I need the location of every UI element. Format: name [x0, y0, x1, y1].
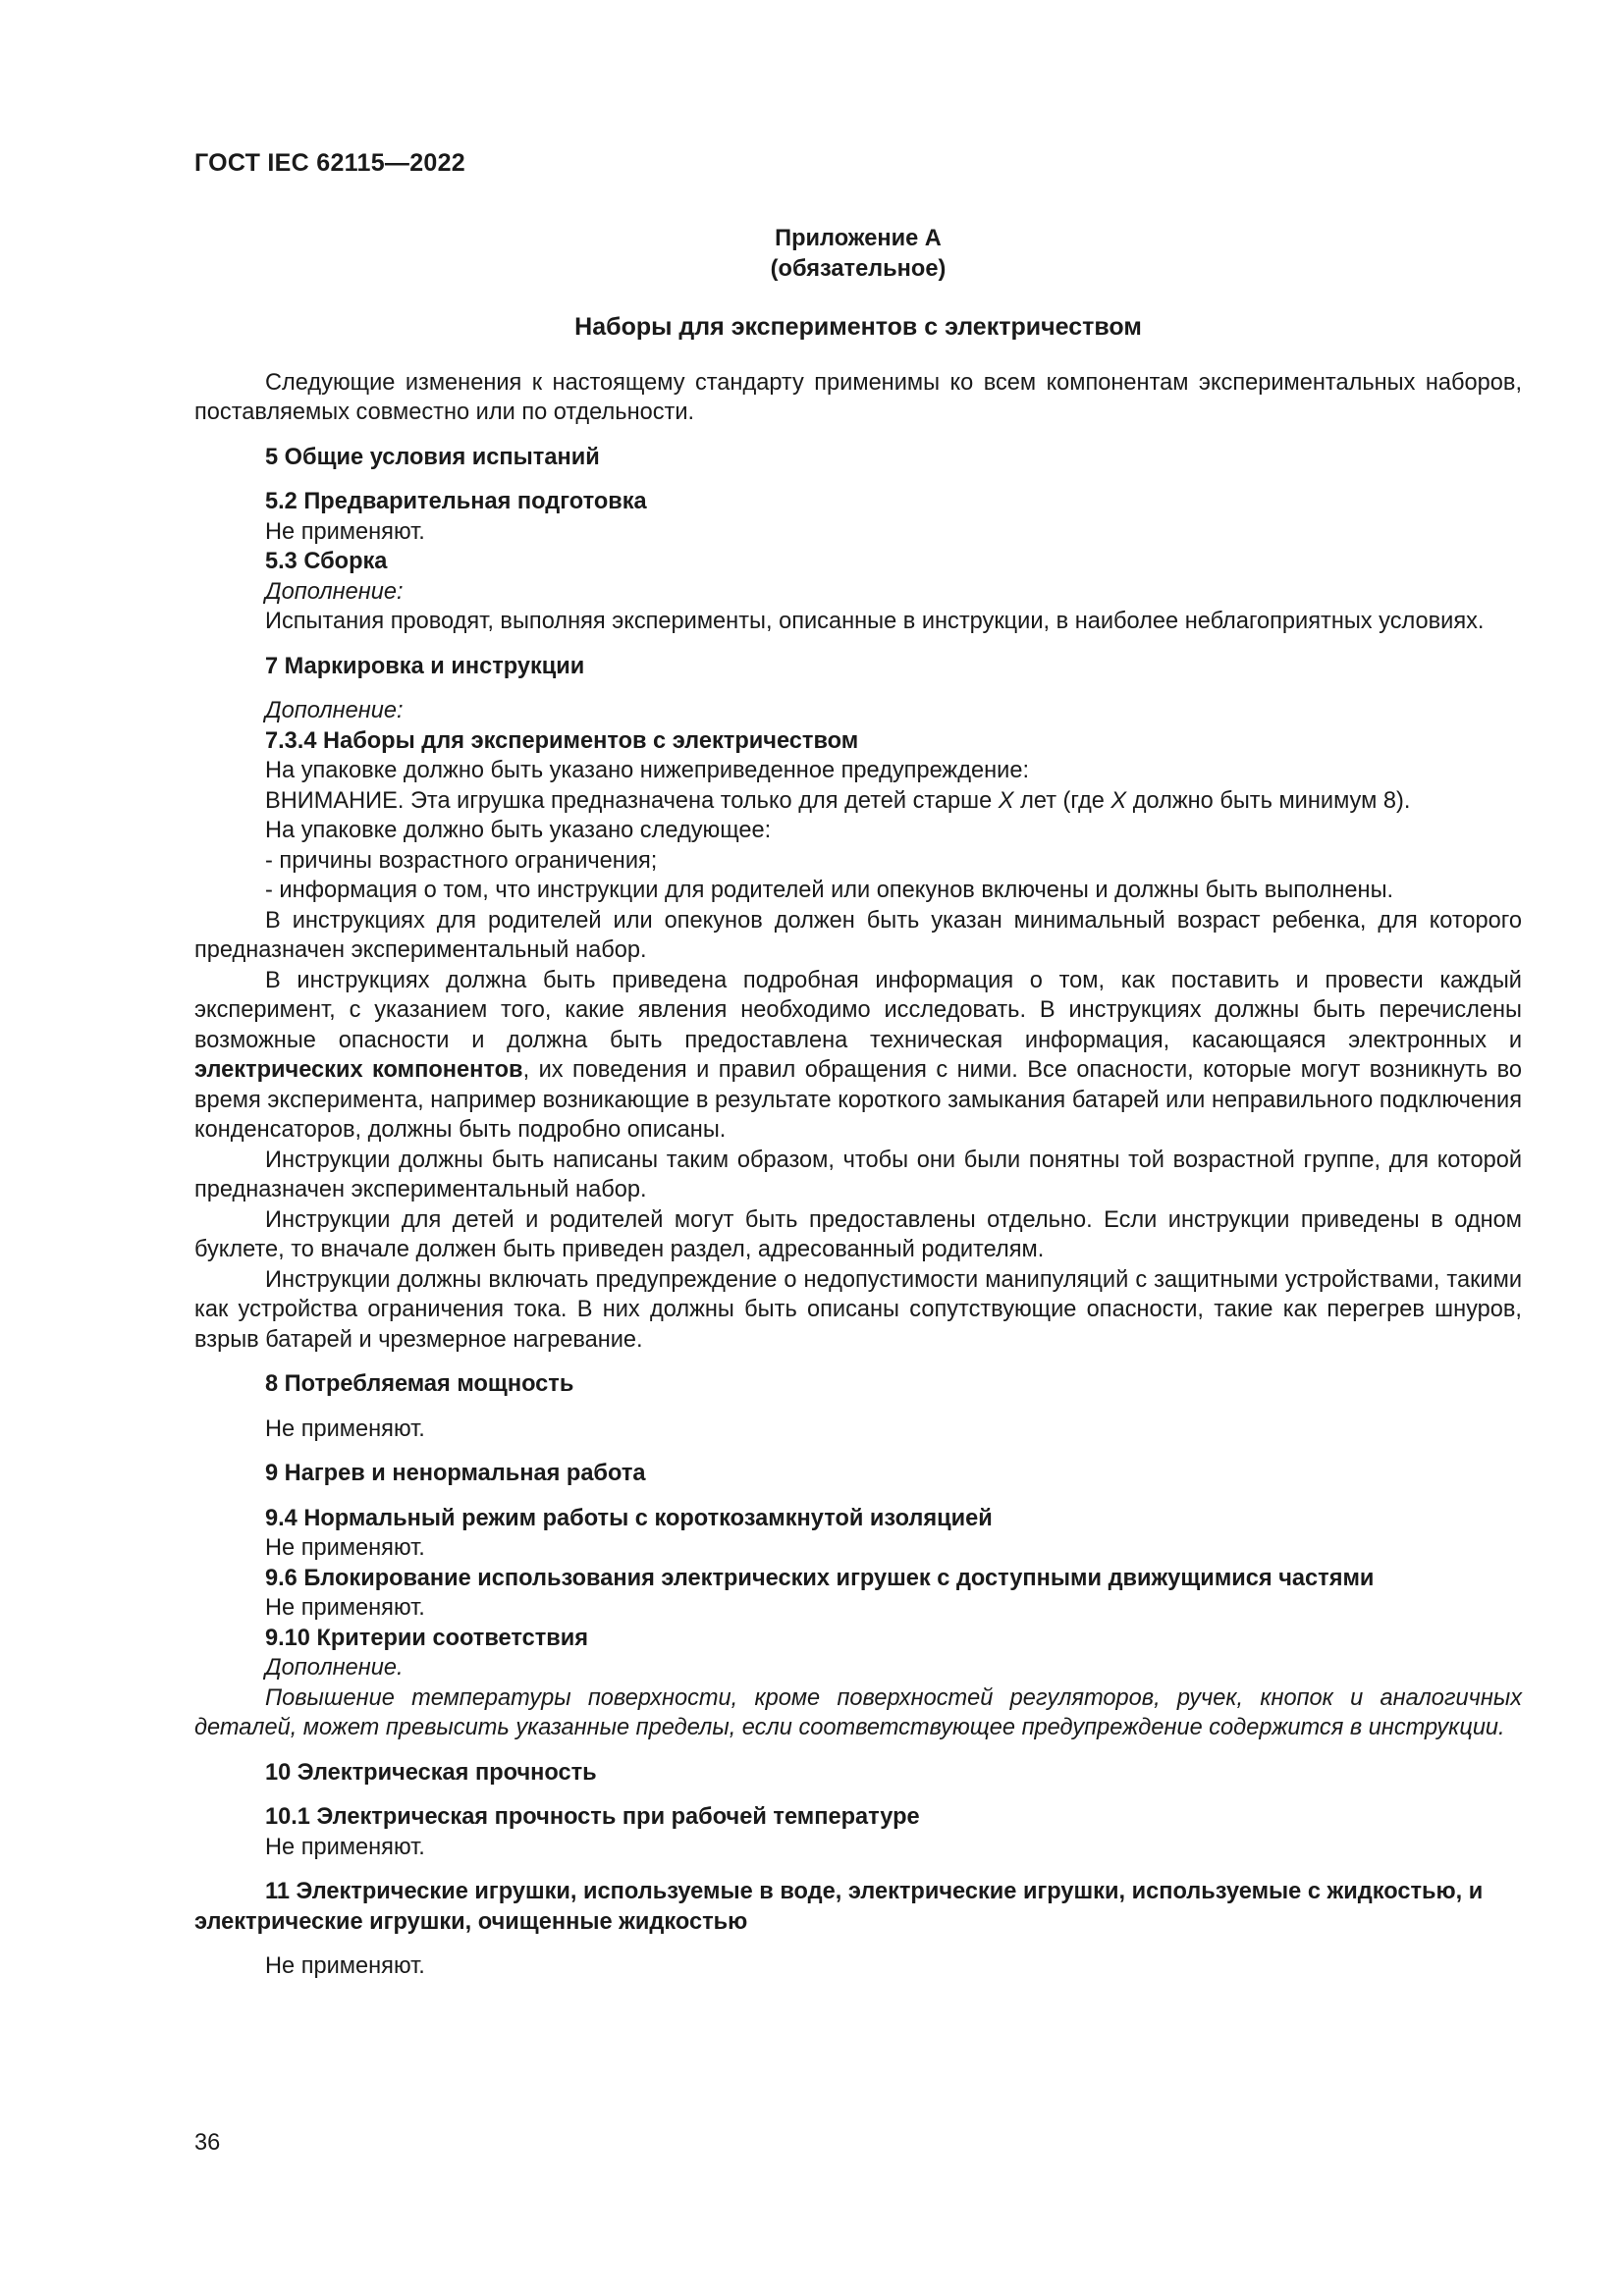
section-7-heading: 7 Маркировка и инструкции [265, 653, 585, 679]
document-code: ГОСТ IEC 62115—2022 [194, 149, 466, 177]
section-8-heading: 8 Потребляемая мощность [265, 1371, 574, 1397]
section-9-6-heading: 9.6 Блокирование использования электрических игрушек с доступными движущимися частями [265, 1565, 1375, 1591]
section-10-heading: 10 Электрическая прочность [265, 1759, 597, 1786]
warning-text [194, 786, 1522, 817]
section-9-10-text: Повышение температуры поверхности, кроме поверхностей регуляторов, ручек, кнопок и аналогичных деталей, может превысить указанные пределы, если соответствующее предупреждение содержится в инструкции. [194, 1684, 1522, 1740]
section-7-addition: Дополнение: [265, 698, 404, 723]
annex-status: (обязательное) [770, 255, 947, 282]
page-content [194, 224, 1522, 1982]
section-5-2-heading: 5.2 Предварительная подготовка [265, 489, 647, 514]
page-number: 36 [194, 2130, 221, 2156]
paragraph-4-part-b: , их поведения и правил обращения с ними. Все опасности, которые могут возникнуть во время эксперимента, например возникающие в результате короткого замыкания батарей или неправильного подключения конденсаторов, должны быть подробно описаны. [194, 1057, 1522, 1143]
section-9-4-text: Не применяют. [265, 1535, 425, 1561]
warning-part-a: ВНИМАНИЕ. Эта игрушка предназначена только для детей старше [265, 787, 999, 814]
section-9-10-addition: Дополнение. [265, 1655, 404, 1681]
list-item: - информация о том, что инструкции для родителей или опекунов включены и должны быть выполнены. [265, 878, 1394, 903]
section-5-2-text: Не применяют. [265, 518, 425, 545]
section-9-6-text: Не применяют. [265, 1595, 425, 1621]
section-7-paragraph-2: На упаковке должно быть указано следующее: [265, 818, 772, 843]
warning-x-1: X [998, 787, 1014, 814]
section-5-heading: 5 Общие условия испытаний [265, 444, 600, 470]
section-7-paragraph-5: Инструкции должны быть написаны таким образом, чтобы они были понятны той возрастной группе, для которой предназначен экспериментальный набор. [194, 1147, 1522, 1202]
list-item: - причины возрастного ограничения; [265, 847, 658, 874]
paragraph-4-part-a: В инструкциях должна быть приведена подробная информация о том, как поставить и провести каждый эксперимент, с указанием того, какие явления необходимо исследовать. В инструкциях должны быть перечислены возможные опасности и должна быть предоставлена техническая информация, касающаяся электронных и [194, 967, 1522, 1053]
section-7-paragraph-4 [194, 966, 1522, 1146]
warning-part-c: должно быть минимум 8). [1126, 787, 1411, 814]
section-7-paragraph-6: Инструкции для детей и родителей могут быть предоставлены отдельно. Если инструкции приведены в одном буклете, то вначале должен быть приведен раздел, адресованный родителям. [194, 1206, 1522, 1262]
section-10-1-heading: 10.1 Электрическая прочность при рабочей температуре [265, 1804, 920, 1830]
section-7-paragraph-3: В инструкциях для родителей или опекунов должен быть указан минимальный возраст ребенка, для которого предназначен экспериментальный набор. [194, 907, 1522, 963]
section-5-3-heading: 5.3 Сборка [265, 549, 388, 574]
section-5-3-text: Испытания проводят, выполняя эксперименты, описанные в инструкции, в наиболее неблагоприятных условиях. [265, 609, 1485, 634]
section-8-text: Не применяют. [265, 1415, 425, 1442]
annex-title: Наборы для экспериментов с электричеством [574, 313, 1142, 341]
warning-part-b: лет (где [1013, 787, 1111, 814]
annex-label: Приложение А [775, 226, 942, 251]
section-7-3-4-heading: 7.3.4 Наборы для экспериментов с электричеством [265, 727, 859, 754]
paragraph-4-bold-term: электрических компонентов [194, 1057, 523, 1083]
intro-paragraph: Следующие изменения к настоящему стандарту применимы ко всем компонентам экспериментальных наборов, поставляемых совместно или по отдельности. [194, 369, 1522, 425]
section-9-4-heading: 9.4 Нормальный режим работы с короткозамкнутой изоляцией [265, 1505, 993, 1531]
section-5-3-addition: Дополнение: [265, 578, 404, 605]
section-7-paragraph-1: На упаковке должно быть указано нижеприведенное предупреждение: [265, 758, 1029, 783]
section-9-heading: 9 Нагрев и ненормальная работа [265, 1461, 646, 1486]
section-11-text: Не применяют. [265, 1953, 425, 1979]
section-9-10-heading: 9.10 Критерии соответствия [265, 1625, 589, 1651]
warning-x-2: X [1110, 787, 1127, 814]
section-11-heading: 11 Электрические игрушки, используемые в воде, электрические игрушки, используемые с жидкостью, и электрические игрушки, очищенные жидкостью [194, 1879, 1484, 1935]
section-7-paragraph-7: Инструкции должны включать предупреждение о недопустимости манипуляций с защитными устройствами, такими как устройства ограничения тока. В них должны быть описаны сопутствующие опасности, такие как перегрев шнуров, взрыв батарей и чрезмерное нагревание. [194, 1266, 1522, 1353]
section-10-1-text: Не применяют. [265, 1834, 425, 1860]
